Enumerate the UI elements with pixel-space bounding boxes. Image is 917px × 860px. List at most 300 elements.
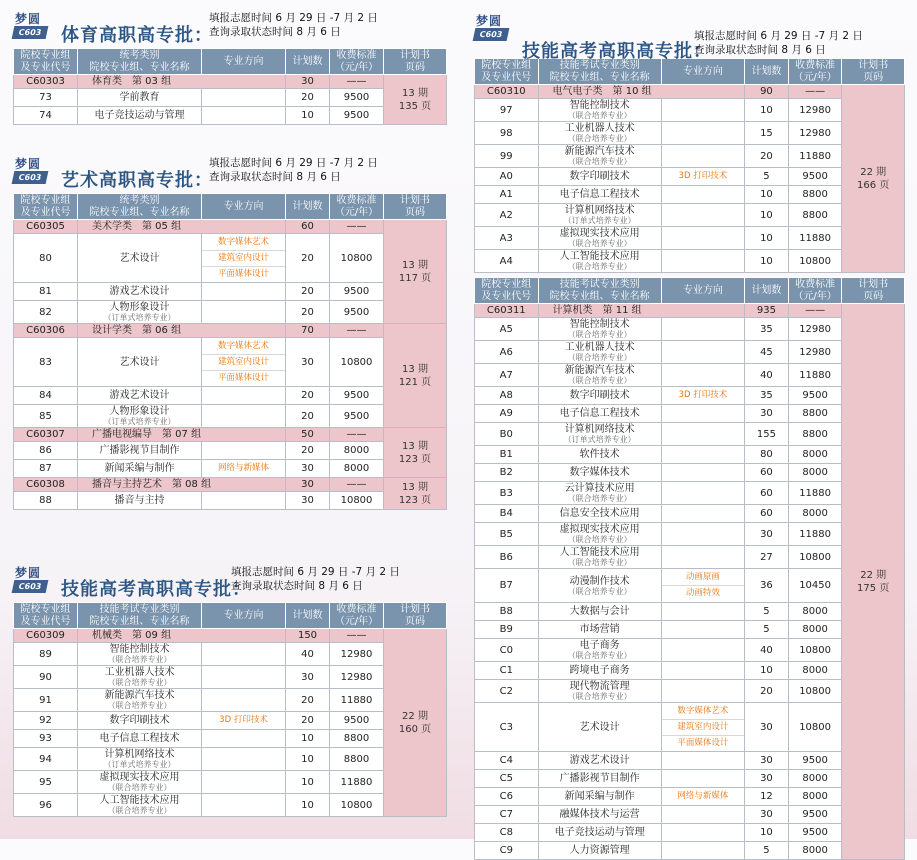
major-name-cell (538, 227, 661, 250)
page-ref-line: 135 页 (398, 100, 432, 112)
major-name-cell (538, 788, 661, 806)
tuition-fee: 9500 (330, 89, 384, 107)
group-name: 电气电子类 第 10 组 (538, 85, 745, 99)
major-name-cell (538, 168, 661, 186)
group-name: 广播电视编导 第 07 组 (78, 428, 286, 442)
plan-count: 12 (745, 788, 789, 806)
plan-count: 60 (745, 464, 789, 482)
direction-cell (202, 107, 286, 125)
tuition-fee: 10800 (788, 703, 842, 752)
direction-cell (202, 283, 286, 301)
direction-cell (661, 168, 744, 186)
direction-cell (202, 771, 286, 794)
major-direction: 网络与新媒体 (677, 791, 729, 801)
plan-count: 20 (745, 680, 789, 703)
column-header: 收费标准 （元/年） (788, 278, 842, 304)
plan-count: 20 (286, 283, 330, 301)
major-code: B2 (475, 464, 539, 482)
major-direction: 平面媒体设计 (217, 372, 269, 383)
major-code: A6 (475, 341, 539, 364)
major-name: 人工智能技术应用 (99, 795, 180, 806)
tuition-fee: 9500 (330, 283, 384, 301)
group-plan: 30 (286, 75, 330, 89)
major-code: B9 (475, 621, 539, 639)
plan-count: 10 (745, 824, 789, 842)
plan-count: 30 (286, 492, 330, 510)
major-name-cell (78, 387, 202, 405)
direction-cell (661, 145, 744, 168)
plan-count: 35 (745, 318, 789, 341)
major-direction: 动画特效 (685, 588, 720, 598)
major-code: B3 (475, 482, 539, 505)
major-direction: 3D 打印技术 (678, 390, 728, 400)
group-row (14, 629, 447, 643)
page-ref-line: 160 页 (398, 723, 432, 735)
major-code: C7 (475, 806, 539, 824)
major-name-cell (78, 89, 202, 107)
page-ref (384, 220, 447, 324)
major-name-cell (538, 204, 661, 227)
direction-cell (202, 689, 286, 712)
table-row (475, 145, 905, 168)
direction-cell (661, 122, 744, 145)
logo-code: C603 (12, 171, 49, 184)
tuition-fee: 8000 (788, 662, 842, 680)
major-name: 计算机网络技术 (564, 424, 635, 435)
tuition-fee: 8000 (788, 464, 842, 482)
schedule-note (231, 566, 400, 593)
query-time: 查询录取状态时间 8 月 6 日 (694, 43, 826, 56)
table-header-row (14, 49, 447, 75)
table-header-row (14, 194, 447, 220)
table-row (475, 505, 905, 523)
tuition-fee: 11880 (788, 482, 842, 505)
major-name-cell (538, 752, 661, 770)
major-code: C3 (475, 703, 539, 752)
direction-cell (661, 318, 744, 341)
major-code: 80 (14, 234, 78, 283)
major-code: C2 (475, 680, 539, 703)
major-note: （联合培养专业） (107, 701, 172, 710)
major-name: 智能控制技术 (569, 100, 630, 111)
table-row (475, 446, 905, 464)
major-note: （联合培养专业） (567, 157, 632, 166)
group-code: C60309 (14, 629, 78, 643)
page-ref-line: 13 期 (402, 363, 428, 375)
plan-table (13, 48, 447, 125)
tuition-fee: 11880 (330, 689, 384, 712)
plan-count: 20 (286, 89, 330, 107)
plan-count: 80 (745, 446, 789, 464)
major-name-cell (538, 569, 661, 603)
plan-count: 45 (745, 341, 789, 364)
tuition-fee: 10450 (788, 569, 842, 603)
tuition-fee: 10800 (788, 639, 842, 662)
major-code: A4 (475, 250, 539, 273)
tuition-fee: 8800 (788, 186, 842, 204)
major-name-cell (538, 523, 661, 546)
plan-count: 30 (745, 523, 789, 546)
tuition-fee: 10800 (330, 794, 384, 817)
major-note: （联合培养专业） (107, 783, 172, 792)
plan-count: 10 (286, 748, 330, 771)
major-code: B8 (475, 603, 539, 621)
column-header: 计划书 页码 (842, 59, 905, 85)
major-name-cell (538, 318, 661, 341)
major-name-cell (78, 643, 202, 666)
major-code: A1 (475, 186, 539, 204)
tuition-fee: 11880 (330, 771, 384, 794)
major-name-cell (78, 301, 202, 324)
major-name: 艺术设计 (119, 356, 160, 368)
major-name-cell (78, 730, 202, 748)
major-name: 人工智能技术应用 (559, 251, 640, 262)
major-name: 电子信息工程技术 (559, 408, 640, 419)
table-row (14, 338, 447, 387)
major-code: B4 (475, 505, 539, 523)
major-note: （联合培养专业） (567, 330, 632, 339)
tuition-fee: 8000 (788, 842, 842, 860)
major-name-cell (538, 387, 661, 405)
major-name: 计算机网络技术 (104, 749, 175, 760)
plan-count: 5 (745, 842, 789, 860)
schedule-note (209, 157, 378, 184)
table-row (475, 423, 905, 446)
page-ref-line: 22 期 (860, 166, 887, 178)
tuition-fee: 9500 (788, 806, 842, 824)
direction-cell (202, 89, 286, 107)
column-header: 收费标准 （元/年） (330, 49, 384, 75)
major-code: 91 (14, 689, 78, 712)
major-direction: 数字媒体艺术 (202, 339, 285, 355)
major-code: 97 (475, 99, 539, 122)
major-name: 市场营销 (579, 624, 620, 635)
page-ref-line: 166 页 (857, 179, 890, 191)
tuition-fee: 8800 (330, 748, 384, 771)
direction-cell (661, 603, 744, 621)
group-code: C60303 (14, 75, 78, 89)
tuition-fee: 8800 (330, 730, 384, 748)
major-code: C4 (475, 752, 539, 770)
major-name: 艺术设计 (119, 252, 160, 264)
group-row (14, 324, 447, 338)
major-name: 智能控制技术 (109, 644, 170, 655)
major-name: 学前教育 (119, 92, 160, 103)
major-code: C0 (475, 639, 539, 662)
table-row (14, 748, 447, 771)
plan-count: 27 (745, 546, 789, 569)
logo (474, 12, 514, 46)
tuition-fee: 9500 (788, 752, 842, 770)
major-code: B7 (475, 569, 539, 603)
direction-cell (202, 301, 286, 324)
major-name-cell (78, 107, 202, 125)
major-name-cell (538, 824, 661, 842)
plan-count: 30 (745, 405, 789, 423)
tuition-fee: 8000 (330, 442, 384, 460)
major-name: 动漫制作技术 (569, 575, 630, 587)
major-code: 73 (14, 89, 78, 107)
plan-count: 20 (286, 712, 330, 730)
group-plan: 30 (286, 478, 330, 492)
page-ref-line: 175 页 (857, 582, 890, 594)
table-row (475, 639, 905, 662)
column-header: 统考类别 院校专业组、专业名称 (78, 49, 202, 75)
plan-count: 20 (286, 689, 330, 712)
column-header: 专业方向 (661, 278, 744, 304)
major-name: 游戏艺术设计 (109, 390, 170, 401)
column-header: 计划书 页码 (384, 49, 447, 75)
major-name-cell (538, 423, 661, 446)
page-ref (384, 629, 447, 817)
table-row (14, 405, 447, 428)
plan-count: 10 (745, 204, 789, 227)
major-code: 89 (14, 643, 78, 666)
tuition-fee: 10800 (788, 680, 842, 703)
table-row (475, 603, 905, 621)
major-name-cell (538, 770, 661, 788)
direction-cell (661, 842, 744, 860)
group-row (475, 304, 905, 318)
table-row (475, 546, 905, 569)
logo-text: 梦圆 (476, 14, 503, 28)
column-header: 收费标准 （元/年） (788, 59, 842, 85)
query-time: 查询录取状态时间 8 月 6 日 (231, 579, 363, 592)
tuition-fee: 9500 (788, 387, 842, 405)
tuition-fee: 8800 (788, 204, 842, 227)
table-row (475, 824, 905, 842)
plan-count: 20 (286, 234, 330, 283)
table-row (14, 89, 447, 107)
logo-code: C603 (473, 28, 510, 41)
group-row (14, 428, 447, 442)
column-header: 院校专业组 及专业代号 (475, 59, 539, 85)
direction-cell (661, 186, 744, 204)
major-name-cell (538, 186, 661, 204)
major-name: 数字印刷技术 (569, 171, 630, 182)
direction-cell (661, 405, 744, 423)
major-direction: 数字媒体艺术 (662, 704, 744, 720)
major-name: 信息安全技术应用 (559, 508, 640, 519)
major-name-cell (538, 482, 661, 505)
major-name-cell (538, 842, 661, 860)
column-header: 专业方向 (202, 194, 286, 220)
column-header: 专业方向 (202, 49, 286, 75)
fill-time: 填报志愿时间 6 月 29 日 -7 月 2 日 (209, 157, 378, 169)
major-name: 广播影视节目制作 (99, 445, 180, 456)
major-code: 98 (475, 122, 539, 145)
plan-count: 15 (745, 122, 789, 145)
tuition-fee: 8000 (788, 446, 842, 464)
query-time: 查询录取状态时间 8 月 6 日 (209, 170, 341, 183)
direction-cell (661, 703, 744, 752)
major-code: 88 (14, 492, 78, 510)
major-code: 83 (14, 338, 78, 387)
direction-cell (661, 505, 744, 523)
major-name: 融媒体技术与运营 (559, 809, 640, 820)
group-plan: 935 (745, 304, 789, 318)
plan-count: 5 (745, 603, 789, 621)
plan-count: 40 (745, 639, 789, 662)
tuition-fee: 12980 (788, 318, 842, 341)
major-name-cell (78, 338, 202, 387)
column-header: 院校专业组 及专业代号 (14, 49, 78, 75)
column-header: 计划数 (286, 603, 330, 629)
major-name-cell (538, 703, 661, 752)
group-plan: 50 (286, 428, 330, 442)
group-code: C60305 (14, 220, 78, 234)
major-name: 电子竞技运动与管理 (94, 110, 185, 121)
direction-cell (661, 680, 744, 703)
major-code: A7 (475, 364, 539, 387)
column-header: 计划数 (745, 278, 789, 304)
major-code: C6 (475, 788, 539, 806)
table-row (475, 703, 905, 752)
logo (13, 10, 53, 44)
major-code: A3 (475, 227, 539, 250)
major-name: 新能源汽车技术 (564, 365, 635, 376)
section-title: 技能高考高职高专批： (522, 41, 712, 62)
major-note: （联合培养专业） (567, 651, 632, 660)
major-name-cell (538, 546, 661, 569)
plan-count: 30 (286, 460, 330, 478)
section-header (13, 8, 446, 48)
section-title: 体育高职高专批： (61, 25, 213, 46)
group-code: C60311 (475, 304, 539, 318)
major-name: 智能控制技术 (569, 319, 630, 330)
table-header-row (475, 278, 905, 304)
major-note: （联合培养专业） (107, 806, 172, 815)
plan-count: 40 (286, 643, 330, 666)
table-row (14, 387, 447, 405)
tuition-fee: 12980 (330, 643, 384, 666)
direction-cell (661, 546, 744, 569)
column-header: 院校专业组 及专业代号 (14, 603, 78, 629)
direction-cell (661, 621, 744, 639)
major-name-cell (78, 712, 202, 730)
table-row (475, 405, 905, 423)
table-row (14, 107, 447, 125)
table-row (14, 301, 447, 324)
major-direction: 网络与新媒体 (217, 463, 269, 473)
table-row (475, 204, 905, 227)
major-name-cell (538, 341, 661, 364)
tuition-fee: 8000 (788, 505, 842, 523)
major-name: 新闻采编与制作 (564, 791, 635, 802)
major-name-cell (78, 283, 202, 301)
major-name: 工业机器人技术 (104, 667, 175, 678)
table-row (14, 234, 447, 283)
direction-cell (661, 770, 744, 788)
direction-cell (202, 794, 286, 817)
plan-count: 30 (286, 338, 330, 387)
tuition-fee: 10800 (788, 546, 842, 569)
direction-cell (661, 99, 744, 122)
major-direction: 平面媒体设计 (677, 737, 729, 748)
plan-count: 60 (745, 505, 789, 523)
major-direction: 3D 打印技术 (678, 171, 728, 181)
group-row (14, 75, 447, 89)
fill-time: 填报志愿时间 6 月 29 日 -7 月 2 日 (231, 566, 400, 578)
tuition-fee: 8000 (330, 460, 384, 478)
plan-count: 5 (745, 168, 789, 186)
query-time: 查询录取状态时间 8 月 6 日 (209, 25, 341, 38)
direction-cell (202, 460, 286, 478)
group-code: C60310 (475, 85, 539, 99)
major-code: C9 (475, 842, 539, 860)
tuition-fee: 9500 (330, 107, 384, 125)
page-ref (842, 85, 905, 273)
major-name-cell (78, 748, 202, 771)
fill-time: 填报志愿时间 6 月 29 日 -7 月 2 日 (694, 30, 863, 42)
plan-count: 30 (286, 666, 330, 689)
major-code: A0 (475, 168, 539, 186)
plan-table (13, 193, 447, 510)
major-name: 云计算技术应用 (564, 483, 635, 494)
column-header: 收费标准 （元/年） (330, 603, 384, 629)
group-plan: 90 (745, 85, 789, 99)
table-row (475, 569, 905, 603)
group-fee: —— (330, 478, 384, 492)
major-direction: 平面媒体设计 (217, 268, 269, 279)
major-name: 虚拟现实技术应用 (99, 772, 180, 783)
plan-table (474, 277, 905, 860)
major-note: （联合培养专业） (567, 262, 632, 271)
major-note: （联合培养专业） (567, 558, 632, 567)
major-code: A8 (475, 387, 539, 405)
major-name: 游戏艺术设计 (569, 755, 630, 766)
direction-cell (661, 752, 744, 770)
direction-cell (661, 482, 744, 505)
table-row (14, 492, 447, 510)
table-row (14, 442, 447, 460)
table-row (14, 712, 447, 730)
plan-count: 10 (745, 250, 789, 273)
tuition-fee: 9500 (788, 824, 842, 842)
direction-cell (661, 204, 744, 227)
page-ref-line: 13 期 (402, 259, 428, 271)
major-name-cell (78, 771, 202, 794)
table-row (475, 364, 905, 387)
fill-time: 填报志愿时间 6 月 29 日 -7 月 2 日 (209, 12, 378, 24)
direction-cell (202, 643, 286, 666)
direction-cell (661, 662, 744, 680)
table-row (475, 662, 905, 680)
logo-code: C603 (12, 26, 49, 39)
tuition-fee: 11880 (788, 523, 842, 546)
plan-count: 60 (745, 482, 789, 505)
tuition-fee: 12980 (788, 341, 842, 364)
column-header: 计划数 (286, 194, 330, 220)
major-name-cell (78, 666, 202, 689)
major-name-cell (538, 505, 661, 523)
tuition-fee: 9500 (330, 405, 384, 428)
plan-count: 10 (745, 227, 789, 250)
logo-text: 梦圆 (15, 566, 42, 580)
column-header: 计划书 页码 (384, 194, 447, 220)
plan-count: 10 (286, 794, 330, 817)
schedule-note (209, 12, 378, 39)
direction-cell (661, 250, 744, 273)
major-direction: 建筑室内设计 (202, 251, 285, 267)
column-header: 专业方向 (202, 603, 286, 629)
group-name: 体育类 第 03 组 (78, 75, 286, 89)
major-name-cell (78, 234, 202, 283)
plan-count: 30 (745, 752, 789, 770)
major-name-cell (78, 492, 202, 510)
major-note: （订单式培养专业） (103, 313, 176, 322)
major-code: 81 (14, 283, 78, 301)
